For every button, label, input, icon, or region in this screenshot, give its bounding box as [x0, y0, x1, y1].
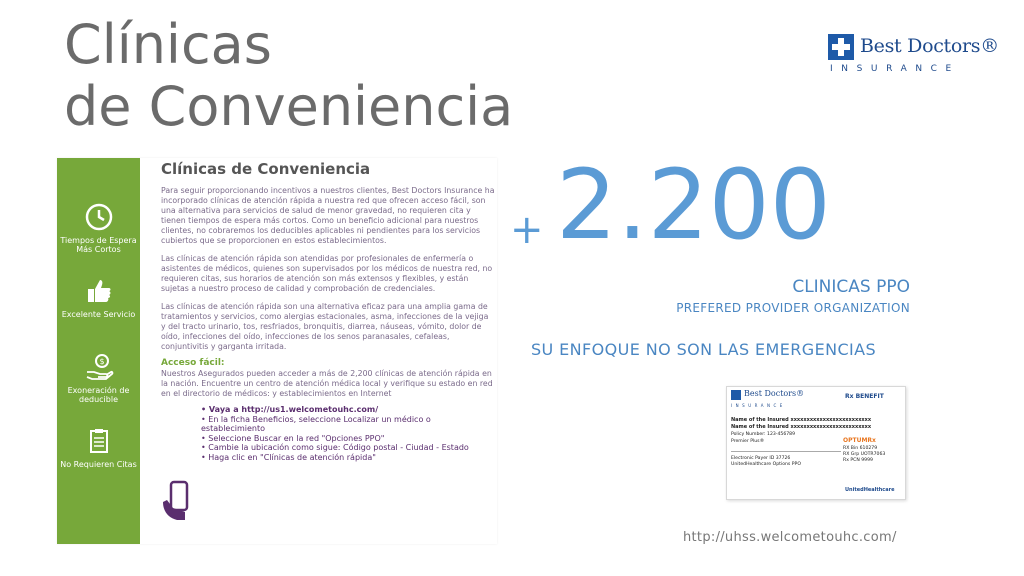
clock-icon — [84, 202, 114, 232]
list-item: • En la ficha Beneficios, seleccione Localizar un médico o establecimiento — [201, 415, 495, 434]
list-item: • Cambie la ubicación como sigue: Código postal - Ciudad - Estado — [201, 443, 495, 453]
card-insured-1: Name of the Insured xxxxxxxxxxxxxxxxxxxxxxxxx — [731, 417, 872, 423]
card-rx-bin: RX Bin 610279 — [843, 446, 878, 451]
logo-subtitle: INSURANCE — [830, 64, 960, 74]
list-item: • Vaya a http://us1.welcometouhc.com/ — [201, 405, 495, 415]
card-premier: Premier Plus® — [731, 439, 765, 444]
website-url[interactable]: http://uhss.welcometouhc.com/ — [683, 530, 897, 545]
card-rx-pcn: Rx PCN 9999 — [843, 458, 873, 463]
medical-cross-icon — [828, 34, 854, 60]
ppo-label: CLINICAS PPO — [792, 277, 910, 297]
page-title — [64, 14, 513, 138]
flyer-sidebar — [57, 158, 140, 544]
flyer-paragraph-3: Las clínicas de atención rápida son una alternativa eficaz para una amplia gama de tratamientos y servicios, como alergias estacionales, asma, infecciones de la vejiga y del tracto urinario, tos, resfriados, bronquitis, diarrea, náuseas, vómito, dolor de oído, infecciones del oído, infecciones de los senos paranasales, cefaleas, conjuntivitis y garganta irritada. — [161, 302, 489, 351]
title-line-1: Clínicas — [64, 13, 272, 76]
list-item: • Seleccione Buscar en la red "Opciones PPO" — [201, 434, 495, 444]
logo-name: Best Doctors® — [860, 35, 999, 57]
card-brand-sub: INSURANCE — [731, 403, 786, 408]
ppo-sublabel: PREFERED PROVIDER ORGANIZATION — [676, 301, 910, 315]
clinic-count: 2.200 — [556, 149, 831, 261]
card-rx-grp: RX Grp UOTR7063 — [843, 452, 886, 457]
svg-text:$: $ — [99, 357, 105, 366]
side-item-label: Tiempos de Espera Más Cortos — [60, 236, 137, 254]
plus-sign: + — [510, 207, 544, 253]
best-doctors-logo — [828, 34, 999, 78]
medical-cross-icon — [731, 390, 741, 400]
side-item-deductible — [57, 352, 140, 404]
flyer-paragraph-4: Nuestros Asegurados pueden acceder a más de 2,200 clínicas de atención rápida en la nación. Encuentre un centro de atención médica local y verifique su estado en red en el directorio de médicos: y establecimientos en Internet — [161, 369, 493, 398]
insurance-card — [726, 386, 906, 500]
side-item-label: No Requieren Citas — [60, 460, 137, 469]
flyer-image — [57, 158, 497, 544]
focus-statement: SU ENFOQUE NO SON LAS EMERGENCIAS — [531, 340, 877, 359]
thumbs-up-icon — [84, 276, 114, 306]
card-united-logo: UnitedHealthcare — [845, 487, 895, 493]
phone-hand-icon — [161, 478, 193, 522]
clipboard-icon — [84, 426, 114, 456]
list-item: • Haga clic en "Clínicas de atención rápida" — [201, 453, 495, 463]
card-brand: Best Doctors® — [744, 389, 805, 398]
card-payer-id: Electronic Payer ID 37726 — [731, 456, 791, 461]
flyer-steps — [161, 405, 495, 463]
side-item-label: Exoneración de deducible — [67, 386, 130, 404]
flyer-content — [161, 158, 495, 463]
flyer-title: Clínicas de Conveniencia — [161, 160, 371, 178]
hand-coins-icon — [84, 352, 114, 382]
side-item-label: Excelente Servicio — [61, 310, 136, 319]
card-insured-2: Name of the Insured xxxxxxxxxxxxxxxxxxxxxxxxx — [731, 424, 872, 430]
card-network: UnitedHealthcare Options PPO — [731, 462, 801, 467]
side-item-service — [57, 276, 140, 319]
flyer-paragraph-1: Para seguir proporcionando incentivos a nuestros clientes, Best Doctors Insurance ha incorporado clínicas de atención rápida a nuestra red que ofrecen acceso fácil, son una alternativa para servicios de salud de menor gravedad, no requieren cita y tienen tiempos de espera más cortos. Como un beneficio adicional para nuestros clientes, no cobraremos los deducibles aplicables ni pendientes para los servicios cubiertos que se proporcionen en estos establecimientos. — [161, 186, 495, 245]
card-policy: Policy Number: 123-456789 — [731, 432, 796, 437]
card-divider — [731, 451, 841, 452]
title-line-2: de Conveniencia — [64, 75, 514, 138]
flyer-subheading: Acceso fácil: — [161, 358, 225, 368]
flyer-paragraph-2: Las clínicas de atención rápida son atendidas por profesionales de enfermería o asistentes de médicos, quienes son supervisados por los médicos de nuestra red, no requieren citas, sus horarios de atención son más extensos y flexibles, y están sujetas a nuestro proceso de calidad y comprobación de credenciales. — [161, 254, 493, 293]
card-rx-benefit: Rx BENEFIT — [845, 393, 884, 400]
side-item-no-appointments — [57, 426, 140, 469]
card-optum: OPTUMRx — [843, 437, 876, 444]
side-item-wait-times — [57, 202, 140, 254]
